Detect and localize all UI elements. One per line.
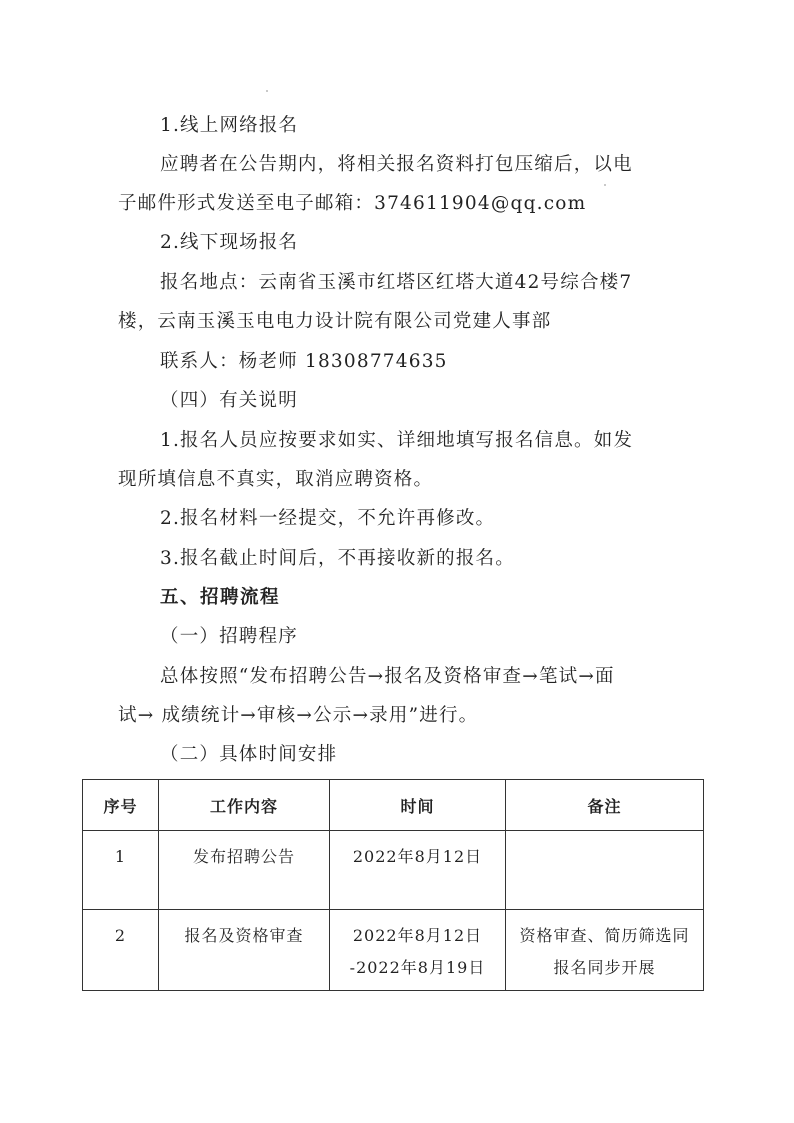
scan-speck: [604, 184, 606, 186]
paragraph-line-email: 子邮件形式发送至电子邮箱：374611904@qq.com: [118, 193, 587, 214]
paragraph-line: 现所填信息不真实，取消应聘资格。: [118, 469, 434, 490]
schedule-table: [82, 779, 704, 991]
heading-onsite-registration: 2.线下现场报名: [160, 232, 299, 253]
header-content: 工作内容: [159, 780, 330, 831]
cell-content: 发布招聘公告: [159, 831, 330, 910]
paragraph-line-address: 报名地点：云南省玉溪市红塔区红塔大道42号综合楼7: [160, 272, 633, 293]
subheading-notes: （四）有关说明: [160, 390, 298, 411]
paragraph-line: 试→ 成绩统计→审核→公示→录用”进行。: [118, 705, 479, 726]
table-header-row: [83, 780, 704, 831]
cell-time: 2022年8月12日 -2022年8月19日: [330, 910, 506, 991]
paragraph-line: 总体按照“发布招聘公告→报名及资格审查→笔试→面: [160, 666, 615, 687]
subheading-schedule: （二）具体时间安排: [160, 744, 338, 765]
paragraph-line: 2.报名材料一经提交，不允许再修改。: [160, 508, 496, 529]
paragraph-line: 应聘者在公告期内，将相关报名资料打包压缩后，以电: [160, 154, 633, 175]
scan-speck: [266, 90, 268, 92]
header-time: 时间: [330, 780, 506, 831]
cell-content: 报名及资格审查: [159, 910, 330, 991]
table-row: [83, 831, 704, 910]
header-index: 序号: [83, 780, 159, 831]
cell-time: 2022年8月12日: [330, 831, 506, 910]
cell-index: 2: [83, 910, 159, 991]
paragraph-line: 3.报名截止时间后，不再接收新的报名。: [160, 548, 515, 569]
paragraph-line: 1.报名人员应按要求如实、详细地填写报名信息。如发: [160, 430, 634, 451]
heading-online-registration: 1.线上网络报名: [160, 115, 299, 136]
contact-line: 联系人：杨老师 18308774635: [160, 351, 448, 372]
header-note: 备注: [506, 780, 704, 831]
subheading-procedure: （一）招聘程序: [160, 626, 298, 647]
cell-index: 1: [83, 831, 159, 910]
table-row: [83, 910, 704, 991]
cell-note: [506, 831, 704, 910]
section-heading-recruitment-process: 五、招聘流程: [160, 587, 281, 608]
cell-note: 资格审查、简历筛选同 报名同步开展: [506, 910, 704, 991]
paragraph-line-address-cont: 楼，云南玉溪玉电电力设计院有限公司党建人事部: [118, 311, 552, 332]
